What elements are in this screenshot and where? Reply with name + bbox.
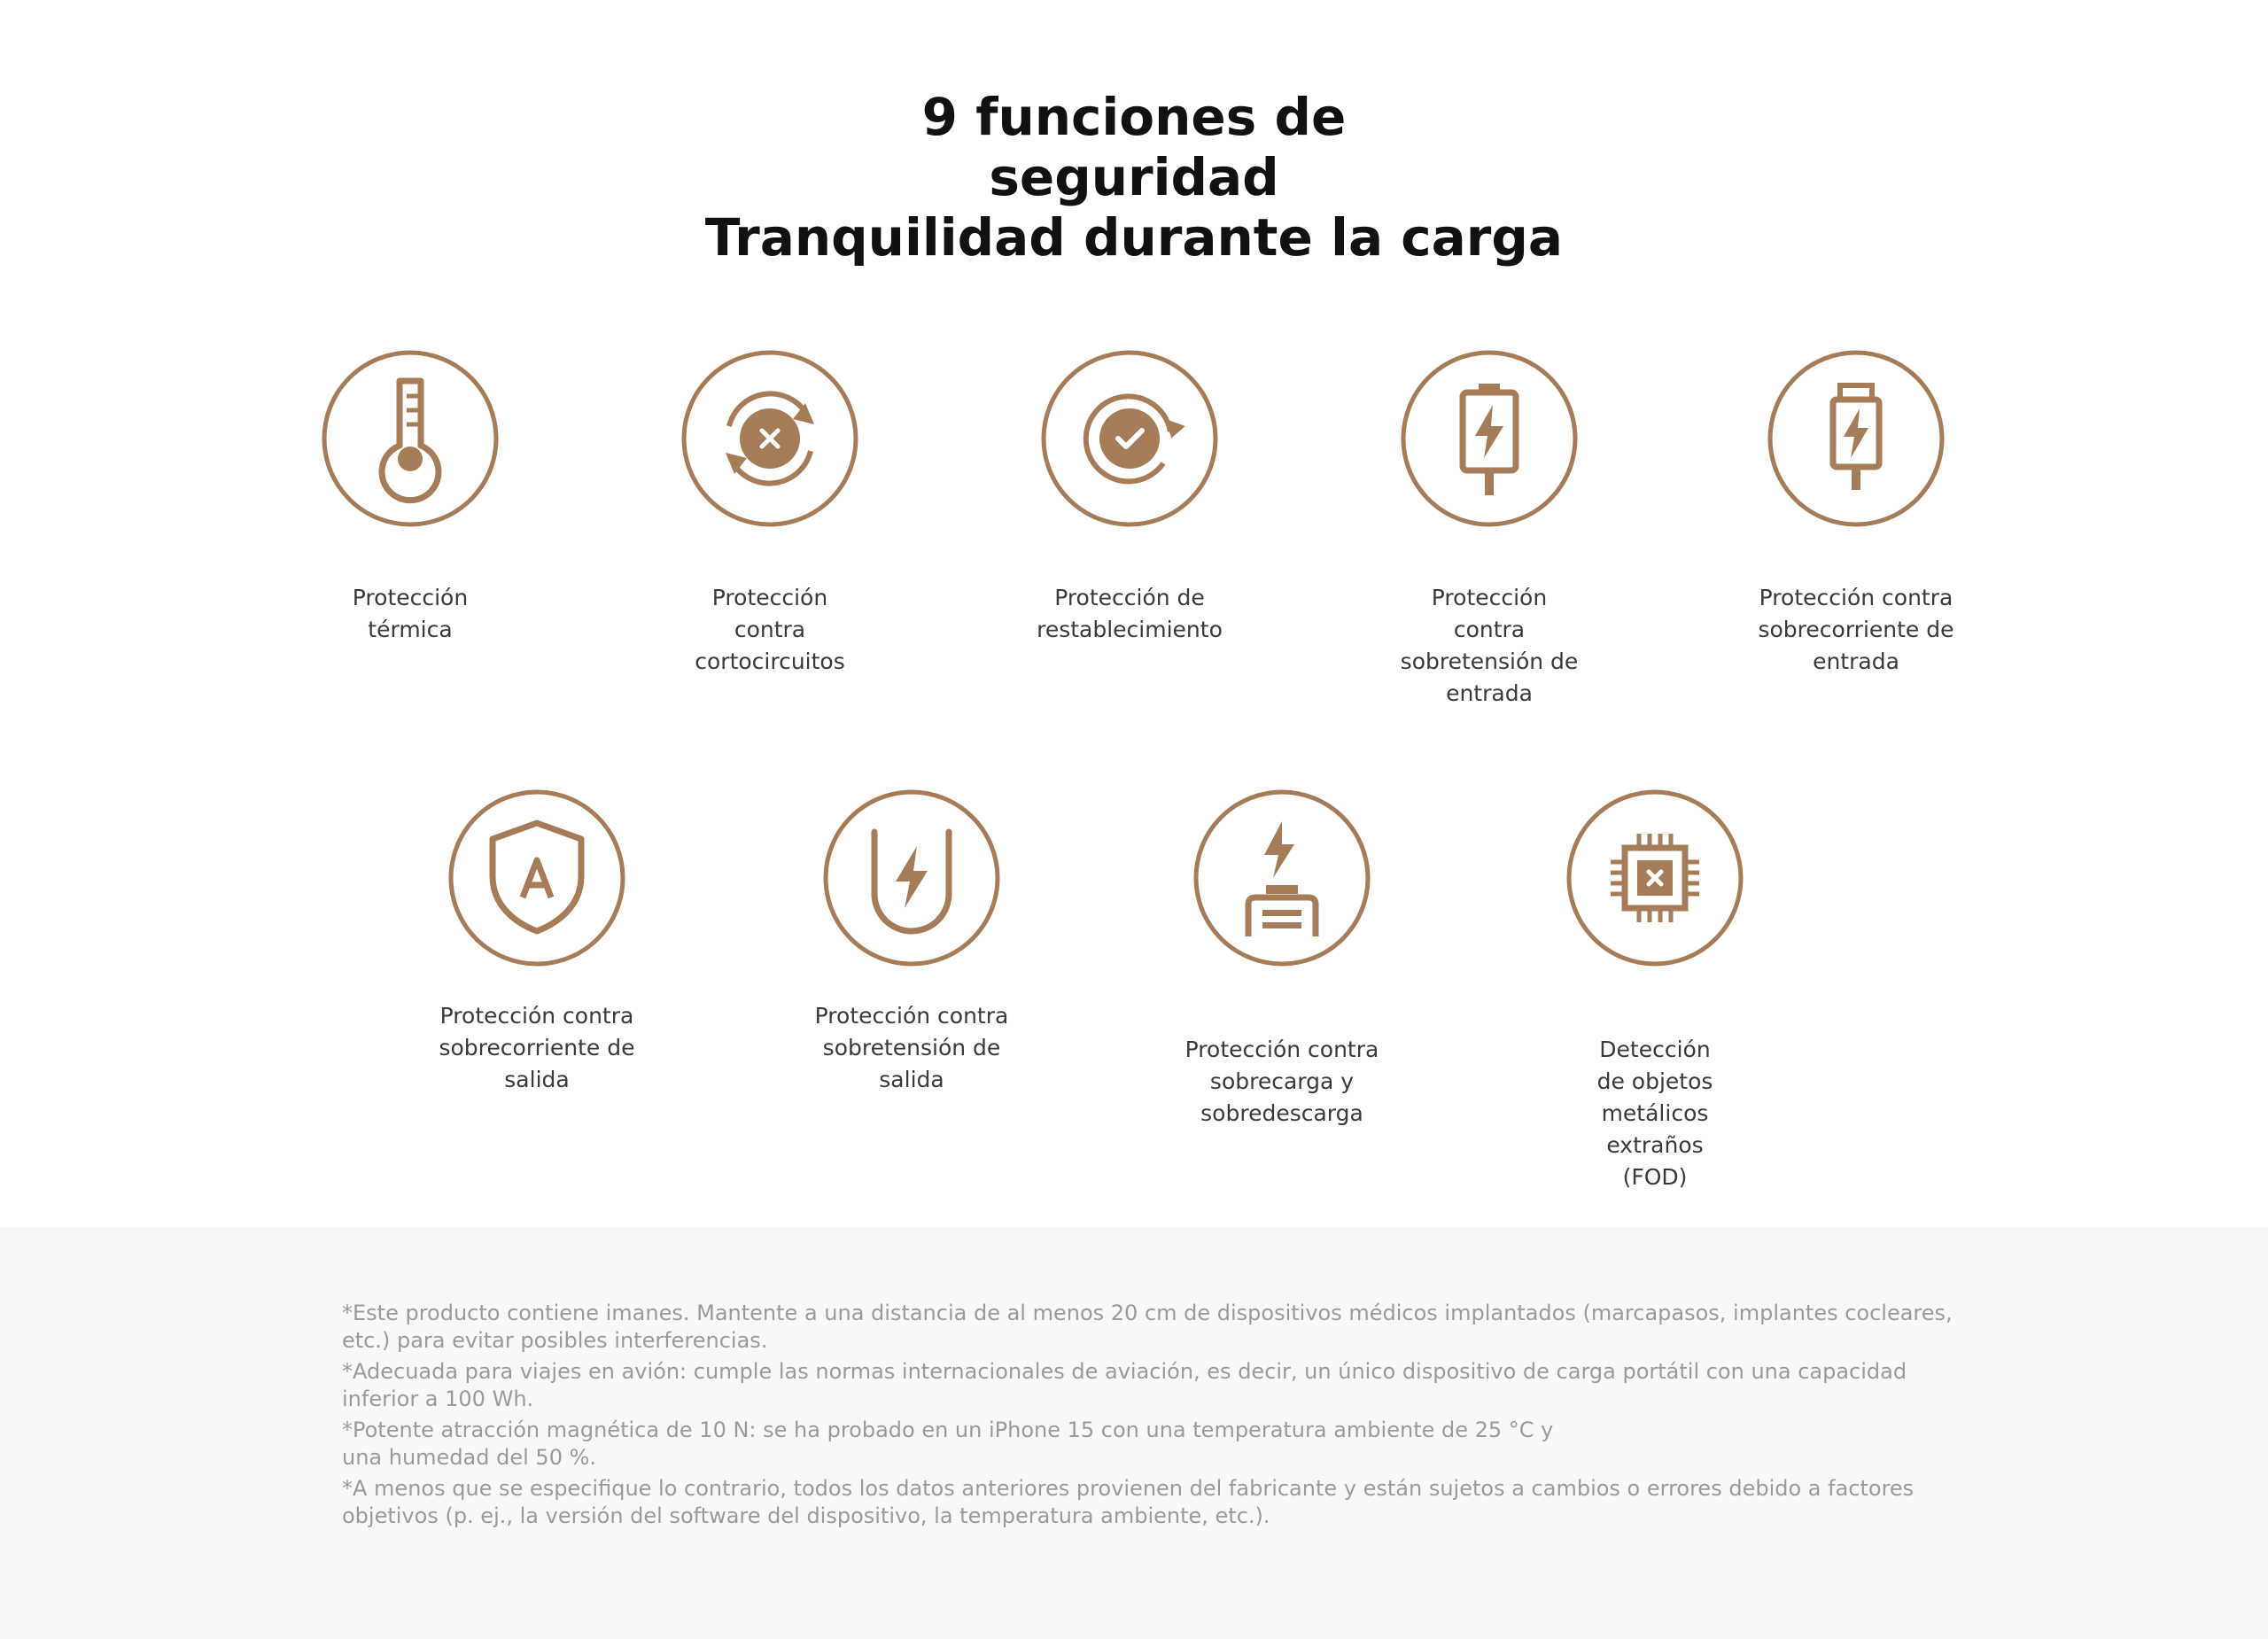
feature-label: Protección de restablecimiento: [1037, 585, 1223, 642]
input-overcurrent-icon: [1767, 350, 1945, 527]
title-line-1: 9 funciones de: [921, 87, 1347, 147]
feature-label: Protección térmica: [352, 585, 469, 642]
page-title: [0, 87, 2268, 268]
reset-check-icon: [1041, 350, 1218, 527]
feature-label: Protección contra sobretensión de entrada: [1400, 585, 1579, 706]
shield-a-icon: [448, 789, 625, 967]
short-circuit-icon: [681, 350, 858, 527]
title-line-2: seguridad: [989, 147, 1279, 207]
footnotes-list: [342, 1300, 1963, 1534]
footnote-magnets: *Este producto contiene imanes. Mantente a una distancia de al menos 20 cm de dispositivos médicos implantados (marcapasos, implantes cocleares, etc.) para evitar posibles interferencias.: [342, 1301, 1953, 1353]
feature-label: Protección contra sobretensión de salida: [814, 1003, 1009, 1092]
u-bolt-icon: [823, 789, 1000, 967]
feature-label: Protección contra sobrecorriente de salida: [439, 1003, 635, 1092]
feature-label: Protección contra cortocircuitos: [695, 585, 845, 674]
footnotes-section: [0, 1227, 2268, 1639]
footnote-disclaimer: *A menos que se especifique lo contrario, todos los datos anteriores provienen del fabricante y están sujetos a cambios o errores debido a factores objetivos (p. ej., la versión del software del dispositivo, la temperatura ambiente, etc.).: [342, 1476, 1915, 1528]
title-line-3: Tranquilidad durante la carga: [704, 207, 1564, 268]
charge-discharge-icon: [1193, 789, 1371, 967]
footnote-magnetic-force: *Potente atracción magnética de 10 N: se ha probado en un iPhone 15 con una temperatura ambiente de 25 °C y una humedad del 50 %.: [342, 1418, 1554, 1470]
footnote-aviation: *Adecuada para viajes en avión: cumple las normas internacionales de aviación, es decir, un único dispositivo de carga portátil con una capacidad inferior a 100 Wh.: [342, 1359, 1907, 1411]
thermometer-icon: [322, 350, 499, 527]
feature-label: Protección contra sobrecarga y sobredescarga: [1184, 1037, 1379, 1126]
chip-x-icon: [1566, 789, 1744, 967]
feature-label: Protección contra sobrecorriente de entrada: [1758, 585, 1954, 674]
feature-label: Detección de objetos metálicos extraños (FOD): [1596, 1037, 1713, 1190]
battery-bolt-plug-icon: [1401, 350, 1578, 527]
